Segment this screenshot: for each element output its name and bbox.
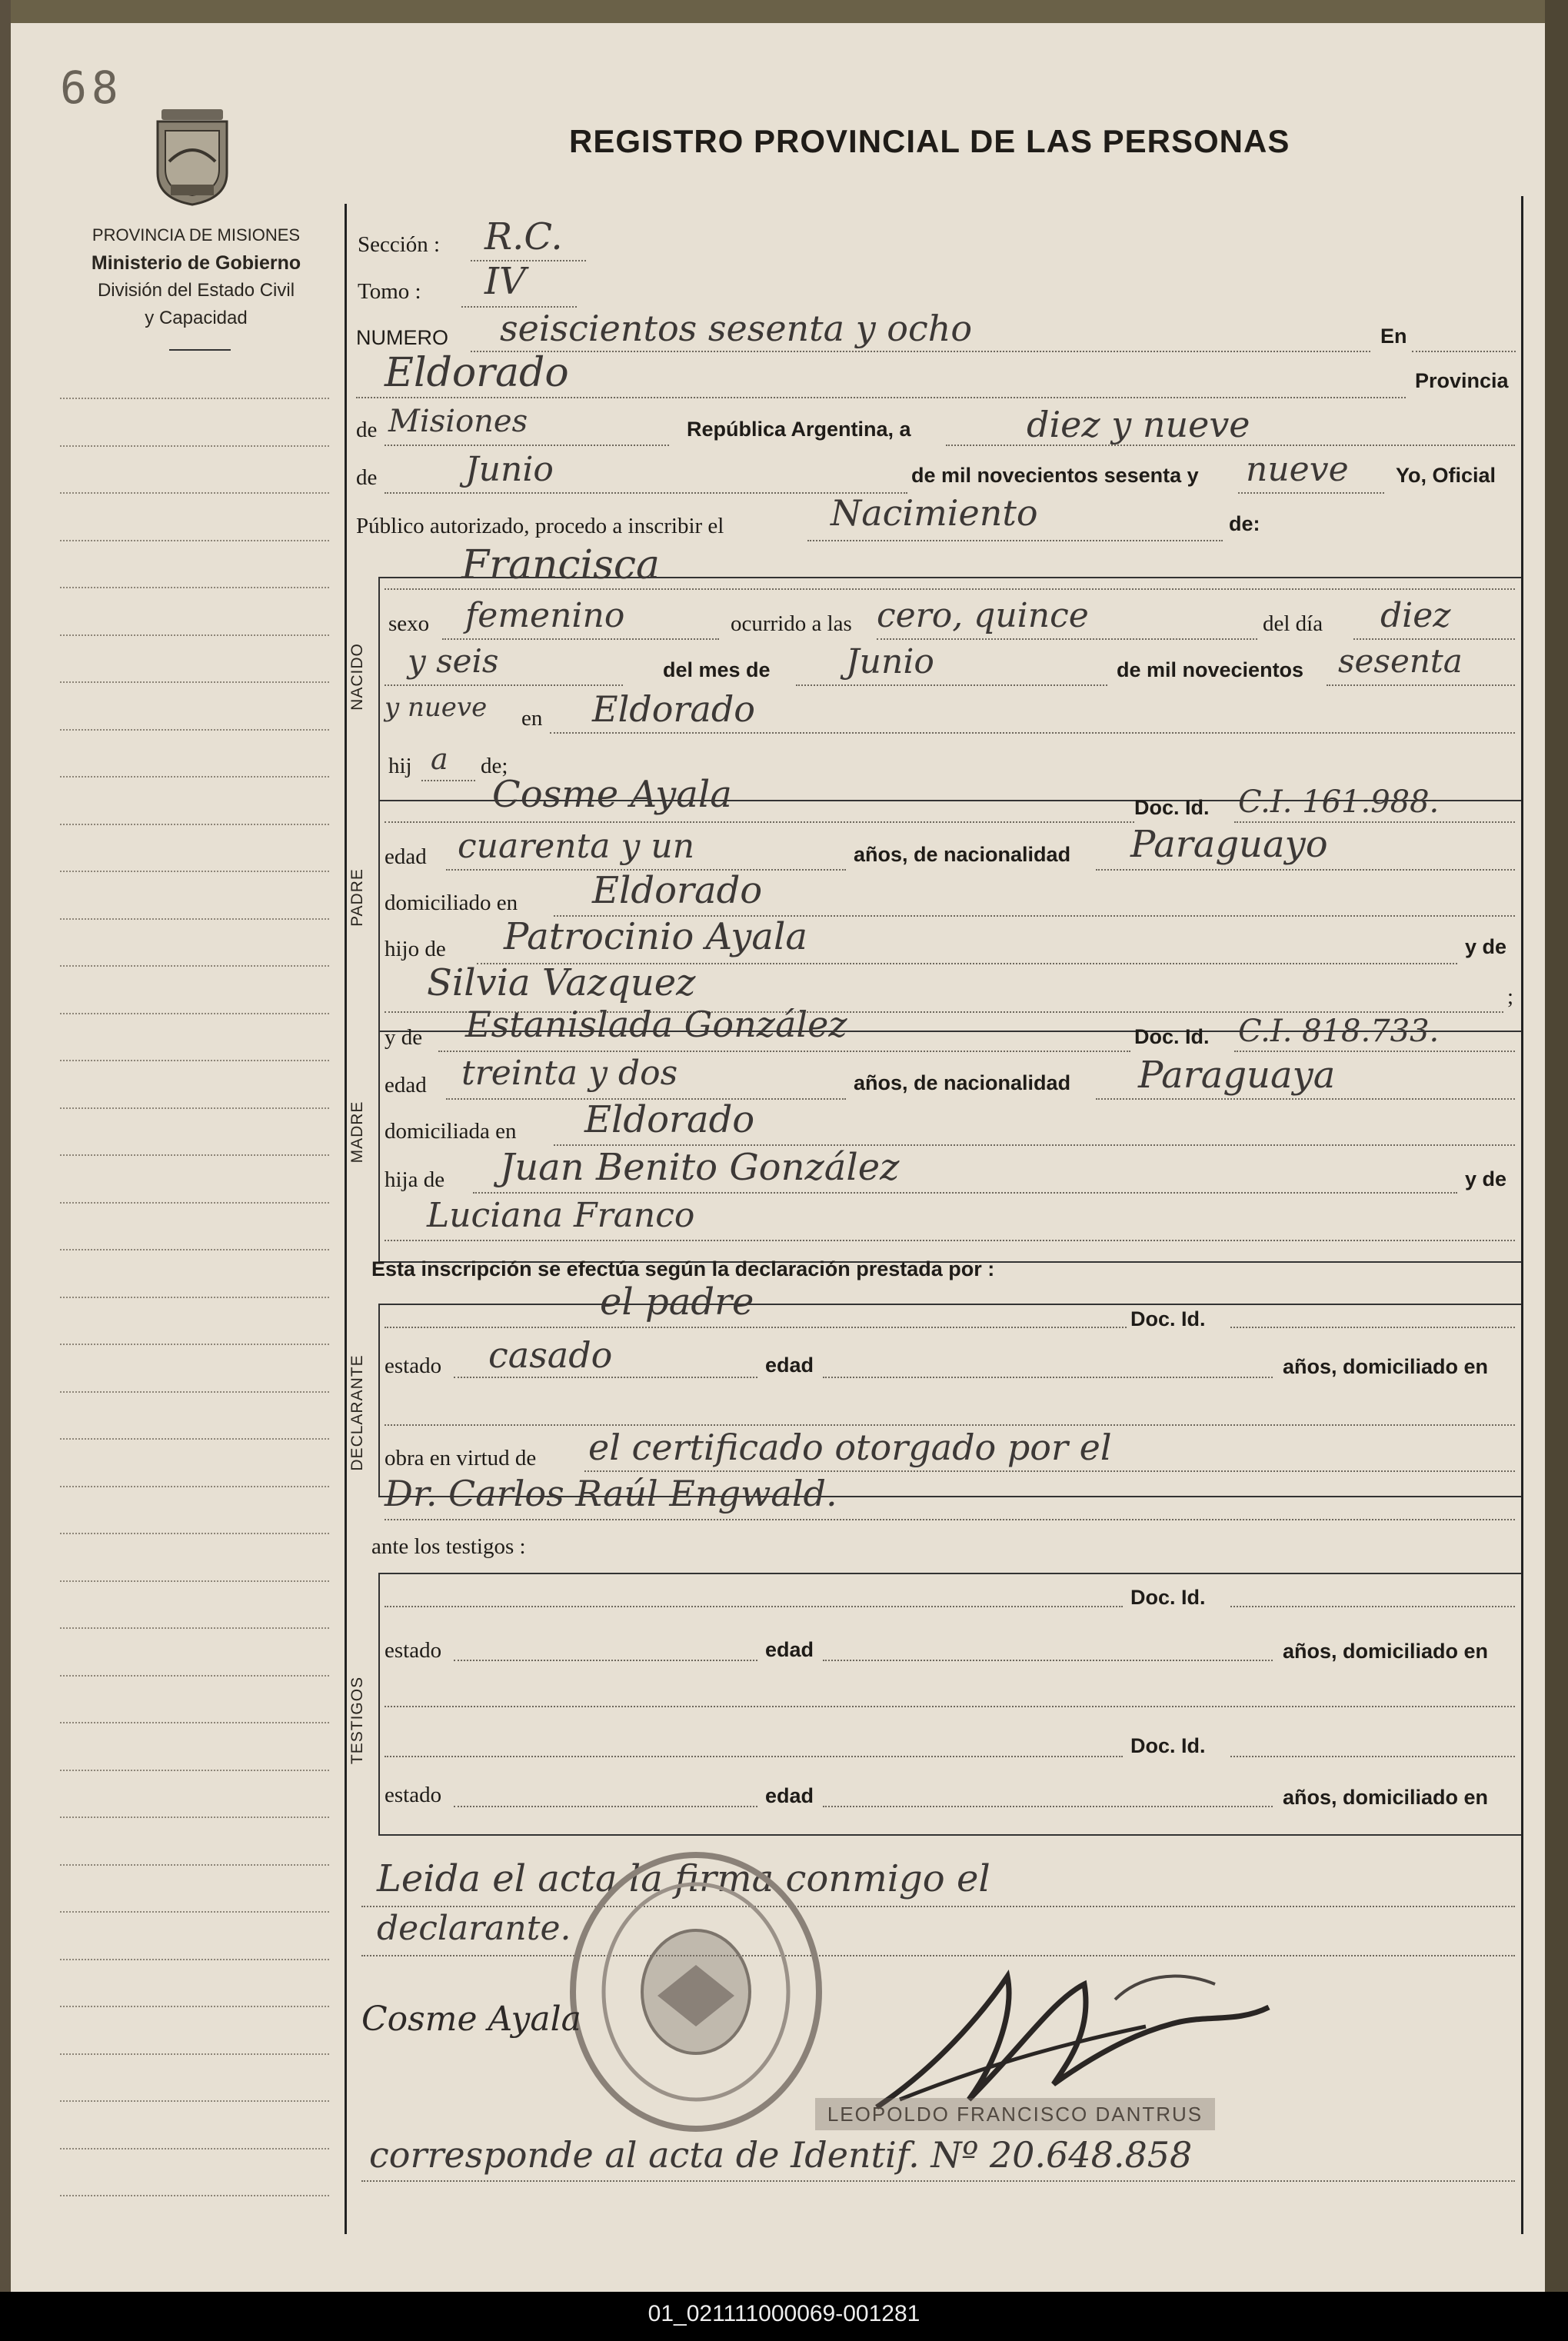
left-margin-rule [60, 1722, 329, 1723]
label-decl-edad: edad [765, 1354, 814, 1377]
left-margin-rule [60, 540, 329, 541]
left-margin-rule [60, 398, 329, 399]
dotline-anio-nac [1327, 684, 1515, 686]
hw-mes-nac: Junio [846, 642, 934, 681]
dotline-testigo2-edad [823, 1806, 1273, 1807]
label-padre-dom: domiciliado en [385, 891, 518, 915]
label-publico: Público autorizado, procedo a inscribir el [356, 514, 724, 538]
label-de-provincia: de [356, 418, 378, 442]
dotline-obra1 [584, 1470, 1515, 1472]
dotline-provincia [385, 445, 669, 446]
hw-lugar-nac: Eldorado [592, 688, 755, 730]
right-edge [1545, 0, 1568, 2292]
label-testigo2-doc: Doc. Id. [1130, 1734, 1206, 1757]
dotline-testigo2 [385, 1756, 1123, 1757]
left-margin-rule [60, 776, 329, 778]
hw-lugar: Eldorado [385, 350, 569, 396]
hw-anio-nac2: y nueve [385, 692, 488, 723]
hw-mes: Junio [465, 450, 554, 489]
provincial-seal-icon [146, 108, 238, 208]
dotline-anio [1238, 492, 1384, 494]
label-del-mes: del mes de [663, 658, 771, 681]
hw-decl-estado: casado [488, 1334, 613, 1376]
dotline-correspo [361, 2180, 1515, 2182]
left-margin-rule [60, 1154, 329, 1156]
label-decl-doc: Doc. Id. [1130, 1307, 1206, 1330]
dotline-numero [471, 351, 1370, 352]
dotline-testigo1-estado [454, 1660, 757, 1661]
hw-hij-sufijo: a [431, 742, 448, 776]
institution-line-3: División del Estado Civil [97, 280, 295, 301]
dotline-testigo1-doc [1230, 1606, 1515, 1607]
dotline-mes-nac [796, 684, 1107, 686]
label-testigo2-edad: edad [765, 1784, 814, 1807]
left-margin-rule [60, 918, 329, 920]
label-provincia: Provincia [1415, 369, 1509, 392]
hw-madre-doc: C.I. 818.733. [1238, 1014, 1440, 1049]
label-madre-doc: Doc. Id. [1134, 1025, 1210, 1048]
left-margin-rule [60, 1911, 329, 1913]
hw-madre-nombre: Estanislada González [465, 1004, 847, 1045]
label-yo-oficial: Yo, Oficial [1396, 464, 1496, 487]
left-margin-rule [60, 2195, 329, 2196]
dotline-acto [807, 540, 1223, 541]
left-margin-rule [60, 1533, 329, 1534]
label-de-mil-nov: de mil novecientos [1117, 658, 1304, 681]
nacido-border [378, 577, 380, 800]
left-margin-rule [60, 1580, 329, 1582]
left-margin-rule [60, 824, 329, 825]
left-margin-rule [60, 1297, 329, 1298]
left-margin-rule [60, 1817, 329, 1818]
label-testigo1-estado: estado [385, 1638, 442, 1663]
dotline-madre-nac [1096, 1098, 1515, 1100]
label-de-mes: de [356, 465, 378, 490]
form-left-border [345, 204, 347, 2234]
hw-correspo: corresponde al acta de Identif. Nº 20.648.858 [369, 2134, 1193, 2176]
dotline-decl-edad [823, 1377, 1273, 1378]
side-label-declarante: DECLARANTE [348, 1354, 366, 1471]
hw-obra2: Dr. Carlos Raúl Engwald. [385, 1473, 837, 1514]
hw-dia-nac: diez [1380, 596, 1451, 635]
testigos-border [378, 1573, 380, 1834]
label-decl-anos: años, domiciliado en [1283, 1355, 1489, 1378]
label-tomo: Tomo : [358, 279, 421, 304]
rule-testigos-top [378, 1573, 1521, 1574]
left-margin-rule [60, 729, 329, 731]
left-margin-rule [60, 1959, 329, 1960]
hw-madre-edad: treinta y dos [461, 1054, 678, 1093]
left-margin-rule [60, 1627, 329, 1629]
page-title: REGISTRO PROVINCIAL DE LAS PERSONAS [569, 123, 1290, 159]
official-stamp-icon [565, 1850, 827, 2134]
footer-id: 01_021111000069-001281 [648, 2301, 920, 2326]
label-seccion: Sección : [358, 232, 441, 257]
left-margin-rule [60, 492, 329, 494]
hw-madre-madre: Luciana Franco [427, 1196, 695, 1235]
label-padre-edad: edad [385, 844, 427, 869]
hw-tomo: IV [484, 260, 526, 303]
side-label-nacido: NACIDO [348, 643, 366, 711]
left-margin-rule [60, 1013, 329, 1014]
label-republica: República Argentina, a [687, 418, 911, 441]
hw-padre-dom: Eldorado [592, 869, 763, 912]
left-margin-rule [60, 445, 329, 447]
left-margin-rule [60, 2006, 329, 2007]
hw-leida2: declarante. [377, 1909, 571, 1948]
label-del-dia: del día [1263, 611, 1323, 636]
dotline-mes [385, 492, 907, 494]
hw-provincia: Misiones [388, 404, 528, 439]
left-margin-rule [60, 1438, 329, 1440]
side-label-testigos: TESTIGOS [348, 1676, 366, 1765]
hw-padre-doc: C.I. 161.988. [1238, 784, 1440, 820]
label-padre-nac: años, de nacionalidad [854, 843, 1071, 866]
left-margin-rule [60, 1864, 329, 1866]
label-madre-nac: años, de nacionalidad [854, 1071, 1071, 1094]
left-margin-rule [60, 2148, 329, 2150]
label-de-colon: de: [1229, 512, 1260, 535]
institution-line-1: PROVINCIA DE MISIONES [92, 225, 301, 245]
rule-declarante-top [378, 1304, 1521, 1305]
top-edge [0, 0, 1568, 23]
label-hija-de: hija de [385, 1167, 445, 1192]
label-en-nac: en [521, 706, 543, 731]
dotline-dia-nac2 [385, 684, 623, 686]
footer-bar [0, 2292, 1568, 2341]
dotline-nombre [385, 588, 1515, 590]
hw-dia-nac2: y seis [408, 642, 499, 680]
label-madre-y-de: y de [385, 1025, 423, 1050]
official-signature-icon [854, 1953, 1284, 2123]
label-testigo2-anos: años, domiciliado en [1283, 1786, 1489, 1809]
label-de-mil: de mil novecientos sesenta y [911, 464, 1199, 487]
institution-rule [169, 349, 231, 351]
left-margin-rule [60, 1202, 329, 1204]
hw-padre-madre: Silvia Vazquez [427, 961, 696, 1004]
left-margin-rule [60, 1391, 329, 1393]
hw-nombre: Francisca [461, 542, 660, 588]
dotline-decl-dom [385, 1424, 1515, 1426]
dotline-lugar-nac [550, 732, 1515, 734]
left-margin-rule [60, 1344, 329, 1345]
label-obra: obra en virtud de [385, 1446, 537, 1470]
label-testigo1-edad: edad [765, 1638, 814, 1661]
dotline-testigo2-estado [454, 1806, 757, 1807]
label-testigo2-estado: estado [385, 1783, 442, 1807]
declarante-border [378, 1304, 380, 1496]
hw-madre-padre: Juan Benito González [500, 1146, 900, 1189]
hw-acto: Nacimiento [831, 492, 1038, 534]
dotline-sexo [442, 638, 719, 640]
institution-line-4: y Capacidad [145, 308, 248, 328]
label-testigo1-doc: Doc. Id. [1130, 1586, 1206, 1609]
hw-madre-nac: Paraguaya [1138, 1054, 1336, 1097]
dotline-declarante [385, 1327, 1127, 1328]
label-declaracion: Esta inscripción se efectúa según la declaración prestada por : [371, 1257, 995, 1280]
hw-dia: diez y nueve [1027, 404, 1250, 445]
hw-anio-nac: sesenta [1338, 642, 1463, 680]
form-right-border [1521, 196, 1523, 2234]
left-margin-rule [60, 2053, 329, 2055]
dotline-padre-nac [1096, 869, 1515, 871]
hw-padre-padre: Patrocinio Ayala [504, 915, 807, 958]
left-margin-rule [60, 1486, 329, 1487]
label-en: En [1380, 325, 1407, 348]
label-sexo: sexo [388, 611, 430, 636]
label-padre-doc: Doc. Id. [1134, 796, 1210, 819]
dotline-lugar [356, 397, 1406, 398]
left-margin-rule [60, 1770, 329, 1771]
dotline-testigo2-doc [1230, 1756, 1515, 1757]
dotline-padre-nombre [385, 821, 1134, 823]
label-numero: NUMERO [356, 326, 448, 349]
dotline-testigo1 [385, 1606, 1123, 1607]
dotline-decl-estado [454, 1377, 757, 1378]
side-label-padre: PADRE [348, 868, 366, 927]
label-ante-testigos: ante los testigos : [371, 1534, 526, 1559]
dotline-testigo1-edad [823, 1660, 1273, 1661]
hw-padre-edad: cuarenta y un [458, 827, 695, 866]
hw-padre-nombre: Cosme Ayala [492, 773, 732, 816]
hw-anio: nueve [1246, 450, 1349, 489]
left-margin-rule [60, 587, 329, 588]
left-margin-rule [60, 681, 329, 683]
left-margin-rule [60, 634, 329, 636]
label-decl-estado: estado [385, 1354, 442, 1378]
label-padre-y-de: y de [1465, 935, 1507, 958]
hw-leida1: Leida el acta la firma conmigo el [377, 1857, 990, 1900]
official-name-stamp: LEOPOLDO FRANCISCO DANTRUS [815, 2098, 1215, 2130]
left-margin-rule [60, 1107, 329, 1109]
label-de-semi: de; [481, 754, 508, 778]
dotline-decl-doc [1230, 1327, 1515, 1328]
label-ocurrido: ocurrido a las [731, 611, 852, 636]
label-testigo1-anos: años, domiciliado en [1283, 1640, 1489, 1663]
hw-padre-nac: Paraguayo [1130, 823, 1328, 866]
hw-hora: cero, quince [877, 596, 1089, 635]
label-madre-edad: edad [385, 1073, 427, 1097]
hw-obra1: el certificado otorgado por el [588, 1427, 1112, 1468]
institution-block [54, 221, 338, 332]
dotline-dia-nac [1353, 638, 1515, 640]
rule-testigos-bottom [378, 1834, 1521, 1836]
left-margin-rule [60, 1249, 329, 1250]
label-semicolon: ; [1507, 984, 1514, 1009]
dotline-madre-padre [473, 1192, 1457, 1194]
padre-border [378, 800, 380, 1031]
label-hijo-de: hijo de [385, 937, 446, 961]
hw-seccion: R.C. [484, 215, 563, 258]
left-margin-rule [60, 2100, 329, 2102]
hw-declarante: el padre [600, 1280, 754, 1324]
left-margin-rule [60, 1060, 329, 1061]
dotline-madre-madre [385, 1240, 1515, 1241]
madre-border [378, 1031, 380, 1261]
dotline-testigo1-dom [385, 1706, 1515, 1707]
dotline-hora [877, 638, 1257, 640]
left-margin-rule [60, 965, 329, 967]
binding-edge [0, 0, 11, 2292]
label-madre-dom: domiciliada en [385, 1119, 517, 1144]
dotline-en [1412, 351, 1516, 352]
declarant-signature: Cosme Ayala [361, 2000, 581, 2039]
institution-line-2: Ministerio de Gobierno [91, 252, 301, 274]
label-hij: hij [388, 754, 412, 778]
label-madre-y-de: y de [1465, 1167, 1507, 1190]
dotline-madre-nombre [438, 1051, 1130, 1052]
dotline-hij [421, 780, 475, 781]
dotline-leida1 [361, 1906, 1515, 1907]
left-margin-rule [60, 871, 329, 872]
left-margin-rule [60, 1675, 329, 1677]
hw-sexo: femenino [465, 596, 625, 635]
dotline-madre-doc [1234, 1051, 1515, 1052]
dotline-obra2 [385, 1519, 1515, 1520]
hw-madre-dom: Eldorado [584, 1098, 755, 1141]
side-label-madre: MADRE [348, 1101, 366, 1164]
hw-numero: seiscientos sesenta y ocho [500, 308, 973, 349]
page-number: 68 [60, 62, 123, 114]
